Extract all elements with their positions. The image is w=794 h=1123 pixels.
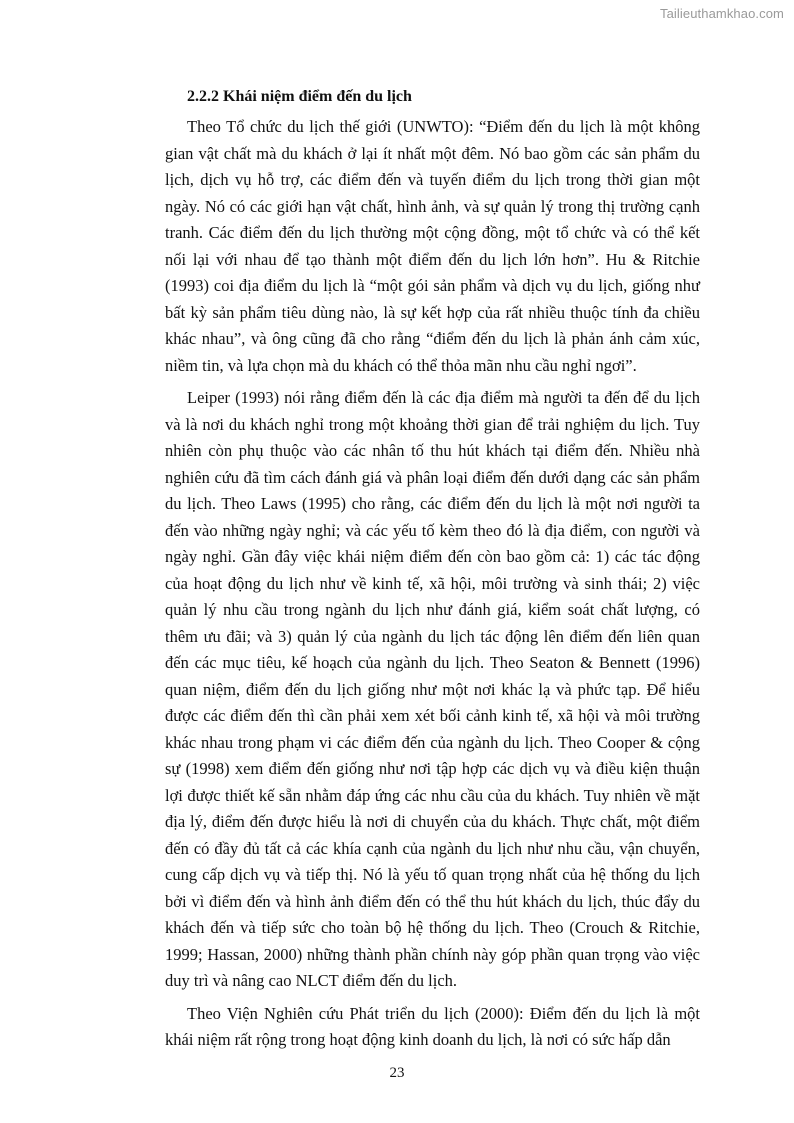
paragraph-institute-definition: Theo Viện Nghiên cứu Phát triển du lịch (2000): Điểm đến du lịch là một khái niệm rất rộng trong hoạt động kinh doanh du lịch, là nơi có sức hấp dẫn (165, 1003, 700, 1049)
section-heading: 2.2.2 Khái niệm điểm đến du lịch (187, 88, 412, 105)
page-content (165, 86, 700, 1060)
watermark: Tailieuthamkhao.com (659, 6, 784, 21)
page-number: 23 (389, 1065, 405, 1081)
paragraph-leiper-definition: Leiper (1993) nói rằng điểm đến là các địa điểm mà người ta đến để du lịch và là nơi du khách nghỉ trong một khoảng thời gian để trải nghiệm du lịch. Tuy nhiên còn phụ thuộc vào các nhân tố thu hút khách tại điểm đến. Nhiều nhà nghiên cứu đã tìm cách đánh giá và phân loại điểm đến dưới dạng các sản phẩm du lịch. Theo Laws (1995) cho rằng, các điểm đến du lịch là một nơi người ta đến vào những ngày nghỉ; và các yếu tố kèm theo đó là địa điểm, con người và ngày nghỉ. Gần đây việc khái niệm điểm đến còn bao gồm cả: 1) các tác động của hoạt động du lịch như về kinh tế, xã hội, môi trường và sinh thái; 2) việc quản lý nhu cầu trong ngành du lịch như đánh giá, kiểm soát chất lượng, có thêm ưu đãi; và 3) quản lý của ngành du lịch tác động lên điểm đến liên quan đến các mục tiêu, kế hoạch của ngành du lịch. Theo Seaton & Bennett (1996) quan niệm, điểm đến du lịch giống như một nơi khác lạ và phức tạp. Để hiểu được các điểm đến thì cần phải xem xét bối cảnh kinh tế, xã hội và môi trường khác nhau trong phạm vi các điểm đến của ngành du lịch. Theo Cooper & cộng sự (1998) xem điểm đến giống như nơi tập hợp các dịch vụ và điều kiện thuận lợi được thiết kế sẵn nhằm đáp ứng các nhu cầu của du khách. Tuy nhiên về mặt địa lý, điểm đến được hiểu là nơi di chuyển của du khách. Thực chất, một điểm đến có đầy đủ tất cả các khía cạnh của ngành du lịch như nhu cầu, vận chuyển, cung cấp dịch vụ và tiếp thị. Nó là yếu tố quan trọng nhất của hệ thống du lịch bởi vì điểm đến và hình ảnh điểm đến có thể thu hút khách du lịch, thúc đẩy du khách đến và tiếp sức cho toàn bộ hệ thống du lịch. Theo (Crouch & Ritchie, 1999; Hassan, 2000) những thành phần chính này góp phần quan trọng vào việc duy trì và nâng cao NLCT điểm đến du lịch. (165, 388, 700, 990)
paragraph-unwto-definition: Theo Tổ chức du lịch thế giới (UNWTO): “Điểm đến du lịch là một không gian vật chất mà du khách ở lại ít nhất một đêm. Nó bao gồm các sản phẩm du lịch, dịch vụ hỗ trợ, các điểm đến và tuyến điểm du lịch trong thời gian một ngày. Nó có các giới hạn vật chất, hình ảnh, và sự quản lý trong thị trường cạnh tranh. Các điểm đến du lịch thường một cộng đồng, một tổ chức và có thể kết nối lại với nhau để tạo thành một điểm đến du lịch lớn hơn”. Hu & Ritchie (1993) coi địa điểm du lịch là “một gói sản phẩm và dịch vụ du lịch, giống như bất kỳ sản phẩm tiêu dùng nào, là sự kết hợp của rất nhiều thuộc tính đa chiều khác nhau”, và ông cũng đã cho rằng “điểm đến du lịch là phản ánh cảm xúc, niềm tin, và lựa chọn mà du khách có thể thỏa mãn nhu cầu nghỉ ngơi”. (165, 117, 700, 375)
